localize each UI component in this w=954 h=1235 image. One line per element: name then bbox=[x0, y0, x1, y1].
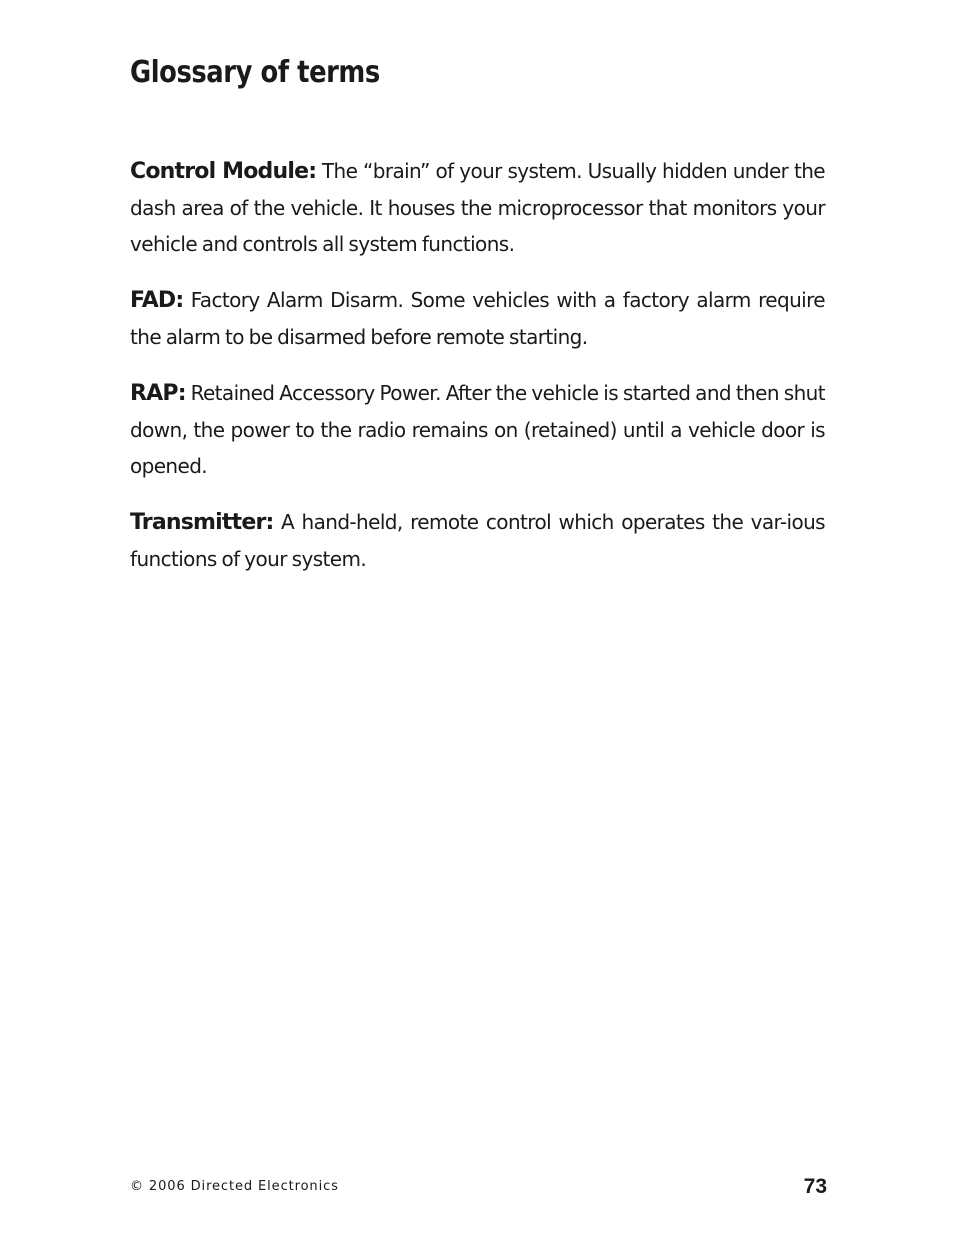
glossary-list bbox=[130, 153, 825, 597]
glossary-term: FAD: bbox=[130, 288, 184, 313]
glossary-entry-fad bbox=[130, 282, 825, 355]
page-number: 73 bbox=[803, 1175, 827, 1198]
glossary-entry-rap bbox=[130, 375, 825, 484]
glossary-term: RAP: bbox=[130, 381, 186, 406]
glossary-entry-transmitter bbox=[130, 504, 825, 577]
glossary-definition: The “brain” of your system. Usually hidden under the dash area of the vehicle. It houses the microprocessor that monitors your vehicle and controls all system functions. bbox=[130, 159, 825, 256]
glossary-term: Control Module: bbox=[130, 159, 317, 184]
footer-copyright: © 2006 Directed Electronics bbox=[130, 1179, 339, 1194]
glossary-entry-control-module bbox=[130, 153, 825, 262]
glossary-definition: Factory Alarm Disarm. Some vehicles with a factory alarm require the alarm to be disarmed before remote starting. bbox=[130, 288, 826, 349]
glossary-definition: A hand-held, remote control which operates the var-ious functions of your system. bbox=[130, 510, 825, 571]
page-title: Glossary of terms bbox=[130, 55, 380, 90]
glossary-definition: Retained Accessory Power. After the vehicle is started and then shut down, the power to the radio remains on (retained) until a vehicle door is opened. bbox=[130, 381, 825, 478]
glossary-term: Transmitter: bbox=[130, 510, 274, 535]
